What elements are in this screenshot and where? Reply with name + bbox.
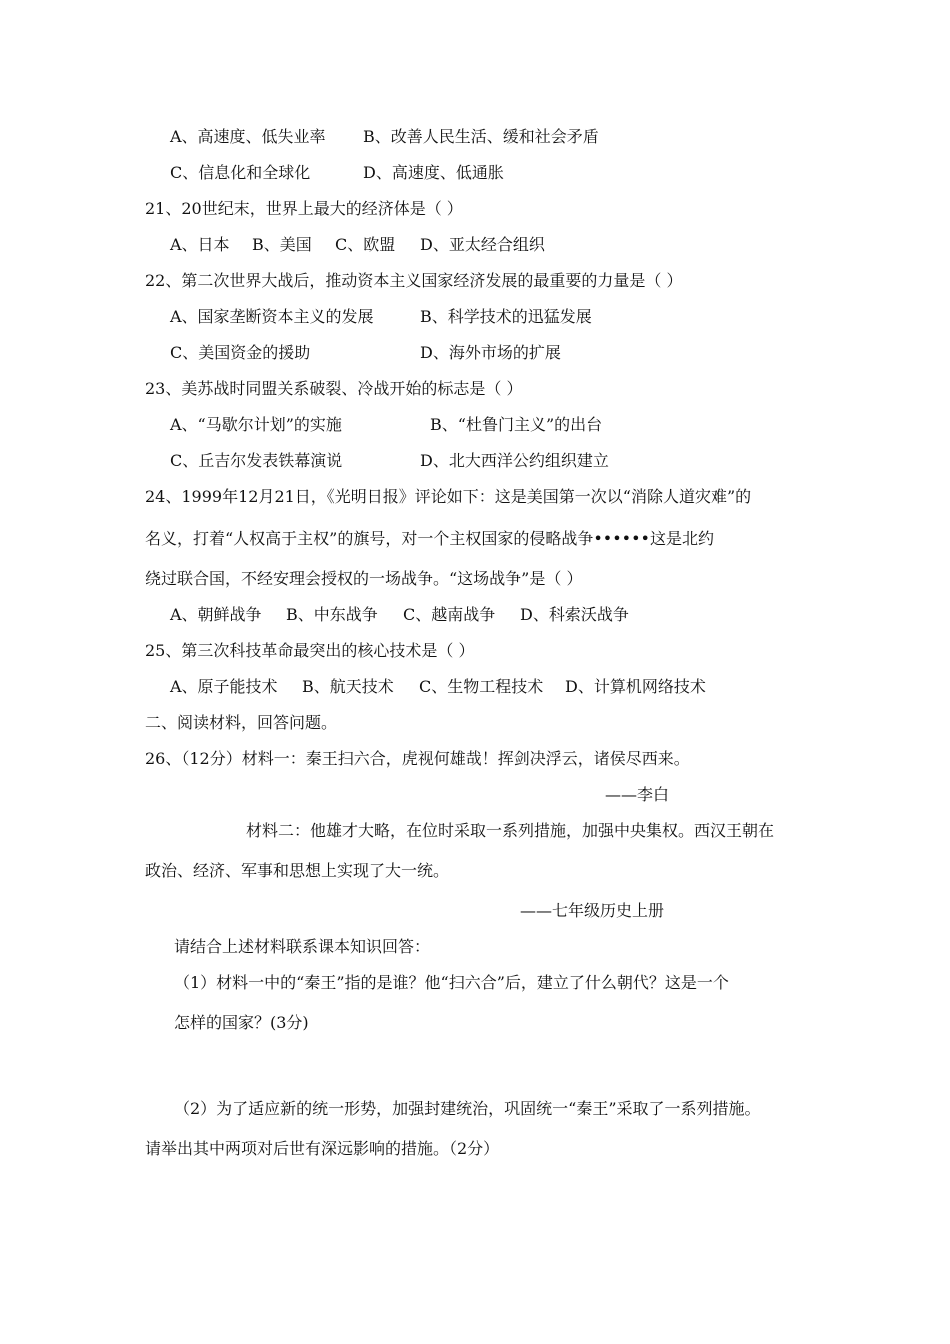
q22-option-c: C、美国资金的援助 (170, 343, 311, 362)
q24-option-b: B、中东战争 (286, 605, 378, 624)
q21-option-c: C、欧盟 (335, 235, 396, 254)
q22-option-d: D、海外市场的扩展 (420, 343, 561, 362)
q26-sub2-line-2: 请举出其中两项对后世有深远影响的措施。（2分） (145, 1139, 500, 1158)
q21-option-a: A、日本 (170, 235, 230, 254)
q26-sub2-line-1: （2）为了适应新的统一形势，加强封建统治，巩固统一“秦王”采取了一系列措施。 (174, 1099, 761, 1118)
q26-material-2-line-2: 政治、经济、军事和思想上实现了大一统。 (145, 861, 450, 880)
q23-option-b: B、“杜鲁门主义”的出台 (430, 415, 603, 434)
q20-option-b: B、改善人民生活、缓和社会矛盾 (363, 127, 599, 146)
q20-option-a: A、高速度、低失业率 (170, 127, 326, 146)
q26-sub1-line-2: 怎样的国家？(3分) (174, 1013, 309, 1032)
q22-option-a: A、国家垄断资本主义的发展 (170, 307, 374, 326)
q23-option-c: C、丘吉尔发表铁幕演说 (170, 451, 343, 470)
q25-option-a: A、原子能技术 (170, 677, 278, 696)
q26-source-1: ——李白 (605, 785, 670, 804)
q21-option-d: D、亚太经合组织 (420, 235, 545, 254)
q23-option-d: D、北大西洋公约组织建立 (420, 451, 609, 470)
q24-option-a: A、朝鲜战争 (170, 605, 262, 624)
q25-stem: 25、第三次科技革命最突出的核心技术是（ ） (145, 641, 475, 660)
q24-option-d: D、科索沃战争 (520, 605, 629, 624)
q24-stem-line-1: 24、1999年12月21日，《光明日报》评论如下：这是美国第一次以“消除人道灾难”的 (145, 487, 752, 506)
q26-source-2: ——七年级历史上册 (520, 901, 665, 920)
q26-material-1: 26、（12分）材料一：秦王扫六合，虎视何雄哉！挥剑决浮云，诸侯尽西来。 (145, 749, 690, 768)
q20-option-d: D、高速度、低通胀 (363, 163, 504, 182)
q24-option-c: C、越南战争 (403, 605, 496, 624)
q22-option-b: B、科学技术的迅猛发展 (420, 307, 592, 326)
q22-stem: 22、第二次世界大战后，推动资本主义国家经济发展的最重要的力量是（ ） (145, 271, 683, 290)
q26-prompt: 请结合上述材料联系课本知识回答： (174, 937, 431, 956)
q26-sub1-line-1: （1）材料一中的“秦王”指的是谁？他“扫六合”后，建立了什么朝代？这是一个 (174, 973, 729, 992)
q25-option-c: C、生物工程技术 (419, 677, 544, 696)
q23-stem: 23、美苏战时同盟关系破裂、冷战开始的标志是（ ） (145, 379, 523, 398)
q21-stem: 21、20世纪末，世界上最大的经济体是（ ） (145, 199, 463, 218)
q25-option-b: B、航天技术 (302, 677, 394, 696)
q25-option-d: D、计算机网络技术 (565, 677, 706, 696)
q24-stem-line-2: 名义，打着“人权高于主权”的旗号，对一个主权国家的侵略战争••••••这是北约 (145, 529, 714, 548)
q21-option-b: B、美国 (252, 235, 312, 254)
q26-material-2-line-1: 材料二：他雄才大略，在位时采取一系列措施，加强中央集权。西汉王朝在 (246, 821, 775, 840)
q23-option-a: A、“马歇尔计划”的实施 (170, 415, 342, 434)
q20-option-c: C、信息化和全球化 (170, 163, 311, 182)
section-heading: 二、阅读材料，回答问题。 (145, 713, 338, 732)
q24-stem-line-3: 绕过联合国，不经安理会授权的一场战争。“这场战争”是（ ） (145, 569, 583, 588)
